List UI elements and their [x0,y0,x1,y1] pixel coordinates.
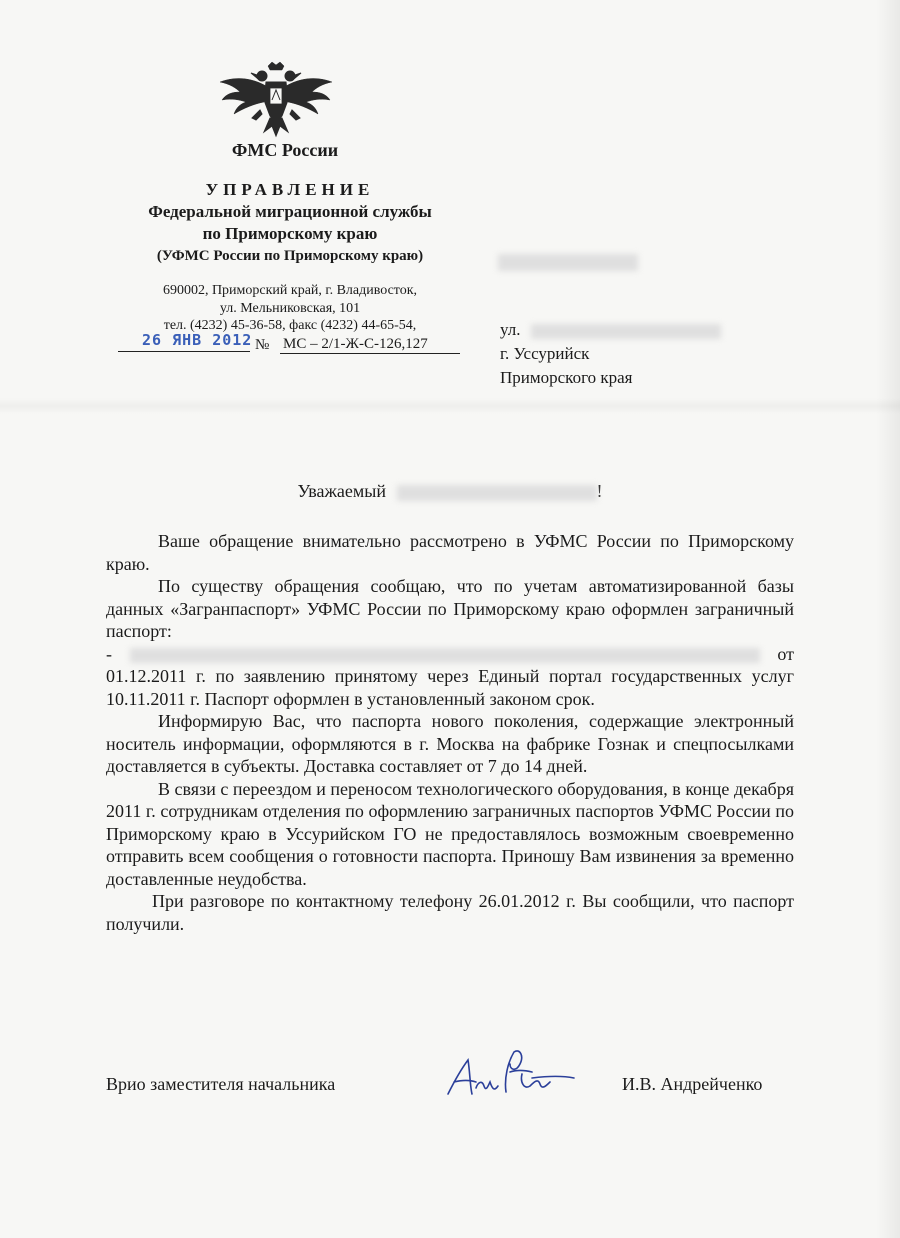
handwritten-signature [440,1042,580,1112]
street-prefix: ул. [500,320,521,339]
paragraph-3-rest: 01.12.2011 г. по заявлению принятому через Единый портал государственных услуг 10.11.2011 г. Паспорт оформлен в установленный законом срок. [106,666,794,709]
signatory-name: И.В. Андрейченко [622,1074,763,1094]
department-title: УПРАВЛЕНИЕ [205,180,375,199]
recipient-city: г. Уссурийск [500,344,590,363]
org-short-name: ФМС России [231,140,339,160]
list-dash: - [106,643,112,664]
greeting [0,481,900,502]
paragraph-3 [106,643,794,711]
recipient-street-redacted [531,324,721,339]
paragraph-1: Ваше обращение внимательно рассмотрено в УФМС России по Приморскому краю. [106,531,794,574]
department-line-2: по Приморскому краю [202,224,378,243]
department-line-1: Федеральной миграционной службы [148,202,432,221]
paper-edge-shadow [876,0,900,1238]
address-line-1: 690002, Приморский край, г. Владивосток, [162,283,418,298]
reference-underline [280,353,460,354]
signatory-title: Врио заместителя начальника [106,1074,336,1094]
greeting-prefix: Уважаемый [297,481,386,501]
recipient-street [500,320,721,340]
date-stamp: 26 ЯНВ 2012 [142,331,253,349]
number-sign: № [255,337,270,353]
phone-fax-line: тел. (4232) 45-36-58, факс (4232) 44-65-54, [163,318,417,333]
address-line-2: ул. Мельниковская, 101 [219,301,361,316]
recipient-name-redacted [498,254,638,271]
letter-body [106,530,794,935]
reference-number: МС – 2/1-Ж-С-126,127 [283,336,428,352]
department-abbreviation: (УФМС России по Приморскому краю) [156,248,424,264]
recipient-region: Приморского края [500,368,633,387]
passport-details-redacted [130,648,760,663]
date-underline [118,351,250,352]
greeting-suffix: ! [596,481,603,501]
paragraph-4: Информирую Вас, что паспорта нового поколения, содержащие электронный носитель информации, оформляются в г. Москва на фабрике Гознак и спецпосылками доставляется в субъекты. Доставка составляет от 7 до 14 дней. [106,711,794,776]
paragraph-6: При разговоре по контактному телефону 26.01.2012 г. Вы сообщили, что паспорт получили. [106,891,794,934]
paper-fold [0,398,900,414]
paragraph-2: По существу обращения сообщаю, что по учетам автоматизированной базы данных «Загранпаспорт» УФМС России по Приморскому краю оформлен заграничный паспорт: [106,576,794,641]
from-word: от [777,643,795,664]
paragraph-5: В связи с переездом и переносом технологического оборудования, в конце декабря 2011 г. сотрудникам отделения по оформлению заграничных паспортов УФМС России по Приморскому краю в Уссурийском ГО не предоставлялось возможным своевременно отправить всем сообщения о готовности паспорта. Приношу Вам извинения за временно доставленные неудобства. [106,778,794,889]
double-headed-eagle-emblem-icon [216,60,336,138]
greeting-name-redacted [397,485,597,501]
